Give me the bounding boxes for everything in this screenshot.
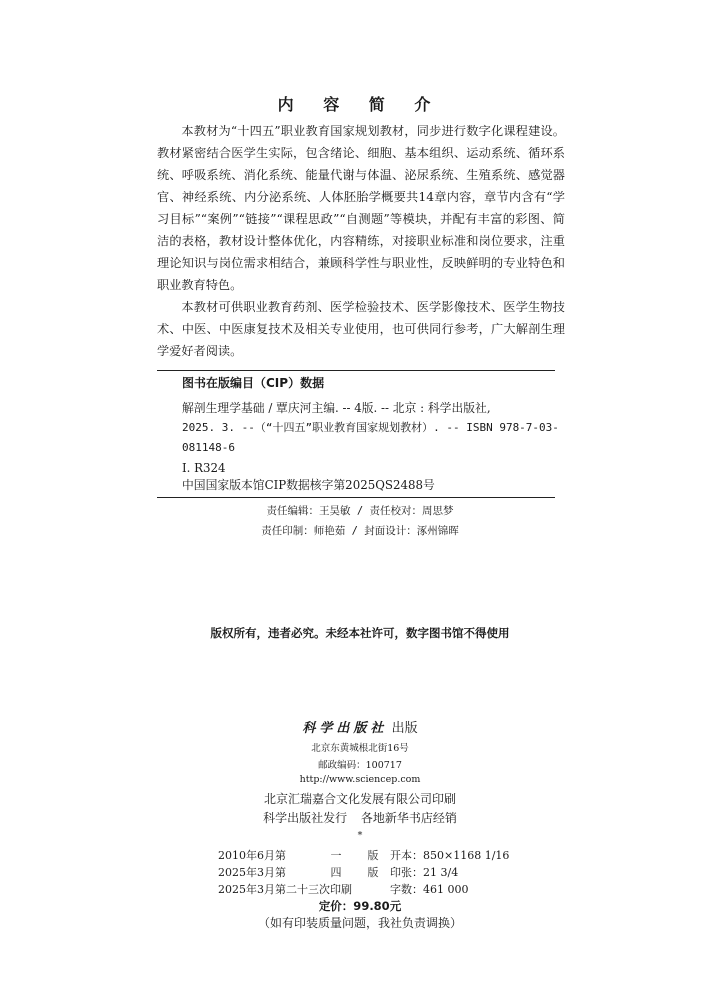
printer-line: 北京汇瑞嘉合文化发展有限公司印刷 [263, 792, 456, 806]
edition-2-num: 四 [330, 866, 342, 879]
editors-line-2: 责任印制：师艳茹 / 封面设计：涿州锦晖 [261, 525, 459, 537]
format-value: 850×1168 1/16 [423, 849, 510, 862]
intro-section [157, 120, 565, 362]
publisher-postcode: 邮政编码：100717 [318, 760, 402, 771]
cip-top-rule [157, 370, 555, 371]
editors-line-1: 责任编辑：王昊敏 / 责任校对：周思梦 [266, 505, 454, 517]
intro-paragraph-2: 本教材可供职业教育药剂、医学检验技术、医学影像技术、医学生物技术、中医、中医康复技术及相关专业使用，也可供同行参考，广大解剖生理学爱好者阅读。 [157, 300, 565, 358]
printing-date: 2025年3月第二十三次印刷 [218, 883, 352, 896]
publisher-address: 北京东黄城根北街16号 [311, 743, 409, 754]
cip-line-1: 解剖生理学基础 / 覃庆河主编. -- 4版. -- 北京 : 科学出版社, [182, 401, 491, 415]
edition-row-3 [218, 881, 469, 897]
edition-row-1 [218, 847, 509, 863]
edition-1-date: 2010年6月第 [218, 849, 286, 862]
cip-heading: 图书在版编目（CIP）数据 [182, 376, 325, 390]
edition-row-2 [218, 864, 458, 880]
copyright-notice: 版权所有，违者必究。未经本社许可，数字图书馆不得使用 [210, 626, 510, 640]
cip-line-2: 2025. 3. --（“十四五”职业教育国家规划教材）. -- ISBN 978-7-03- [182, 421, 559, 434]
intro-paragraph-1: 本教材为“十四五”职业教育国家规划教材，同步进行数字化课程建设。教材紧密结合医学生实际，包含绪论、细胞、基本组织、运动系统、循环系统、呼吸系统、消化系统、能量代谢与体温、泌尿系统、生殖系统、感觉器官、神经系统、内分泌系统、人体胚胎学概要共14章内容，章节内含有“学习目标”“案例”“链接”“课程思政”“自测题”等模块，并配有丰富的彩图、简洁的表格，教材设计整体优化，内容精练，对接职业标准和岗位要求，注重理论知识与岗位需求相结合，兼顾科学性与职业性，反映鲜明的专业特色和职业教育特色。 [157, 124, 565, 292]
price: 定价：99.80元 [318, 899, 402, 913]
edition-1-num: 一 [330, 849, 342, 862]
cip-line-3: 081148-6 [182, 441, 235, 454]
distribution-line: 科学出版社发行 各地新华书店经销 [263, 811, 457, 825]
cip-classification: Ⅰ. R324 [182, 461, 226, 475]
publisher-line [0, 717, 720, 736]
words-value: 461 000 [423, 883, 469, 896]
quality-notice: （如有印装质量问题，我社负责调换） [257, 916, 462, 930]
separator-star: * [357, 830, 363, 841]
sheets-label: 印张： [390, 866, 423, 879]
publisher-name: 科学出版社 [302, 721, 388, 736]
edition-2-kind: 版 [367, 866, 379, 879]
words-label: 字数： [390, 883, 423, 896]
edition-2-date: 2025年3月第 [218, 866, 286, 879]
format-label: 开本： [390, 849, 423, 862]
cip-bottom-rule [157, 497, 555, 498]
cip-record-number: 中国国家版本馆CIP数据核字第2025QS2488号 [182, 478, 435, 492]
edition-1-kind: 版 [367, 849, 379, 862]
page-title: 内 容 简 介 [277, 95, 443, 114]
publisher-url: http://www.sciencep.com [299, 774, 421, 785]
publisher-suffix: 出版 [391, 721, 418, 736]
sheets-value: 21 3/4 [423, 866, 459, 879]
